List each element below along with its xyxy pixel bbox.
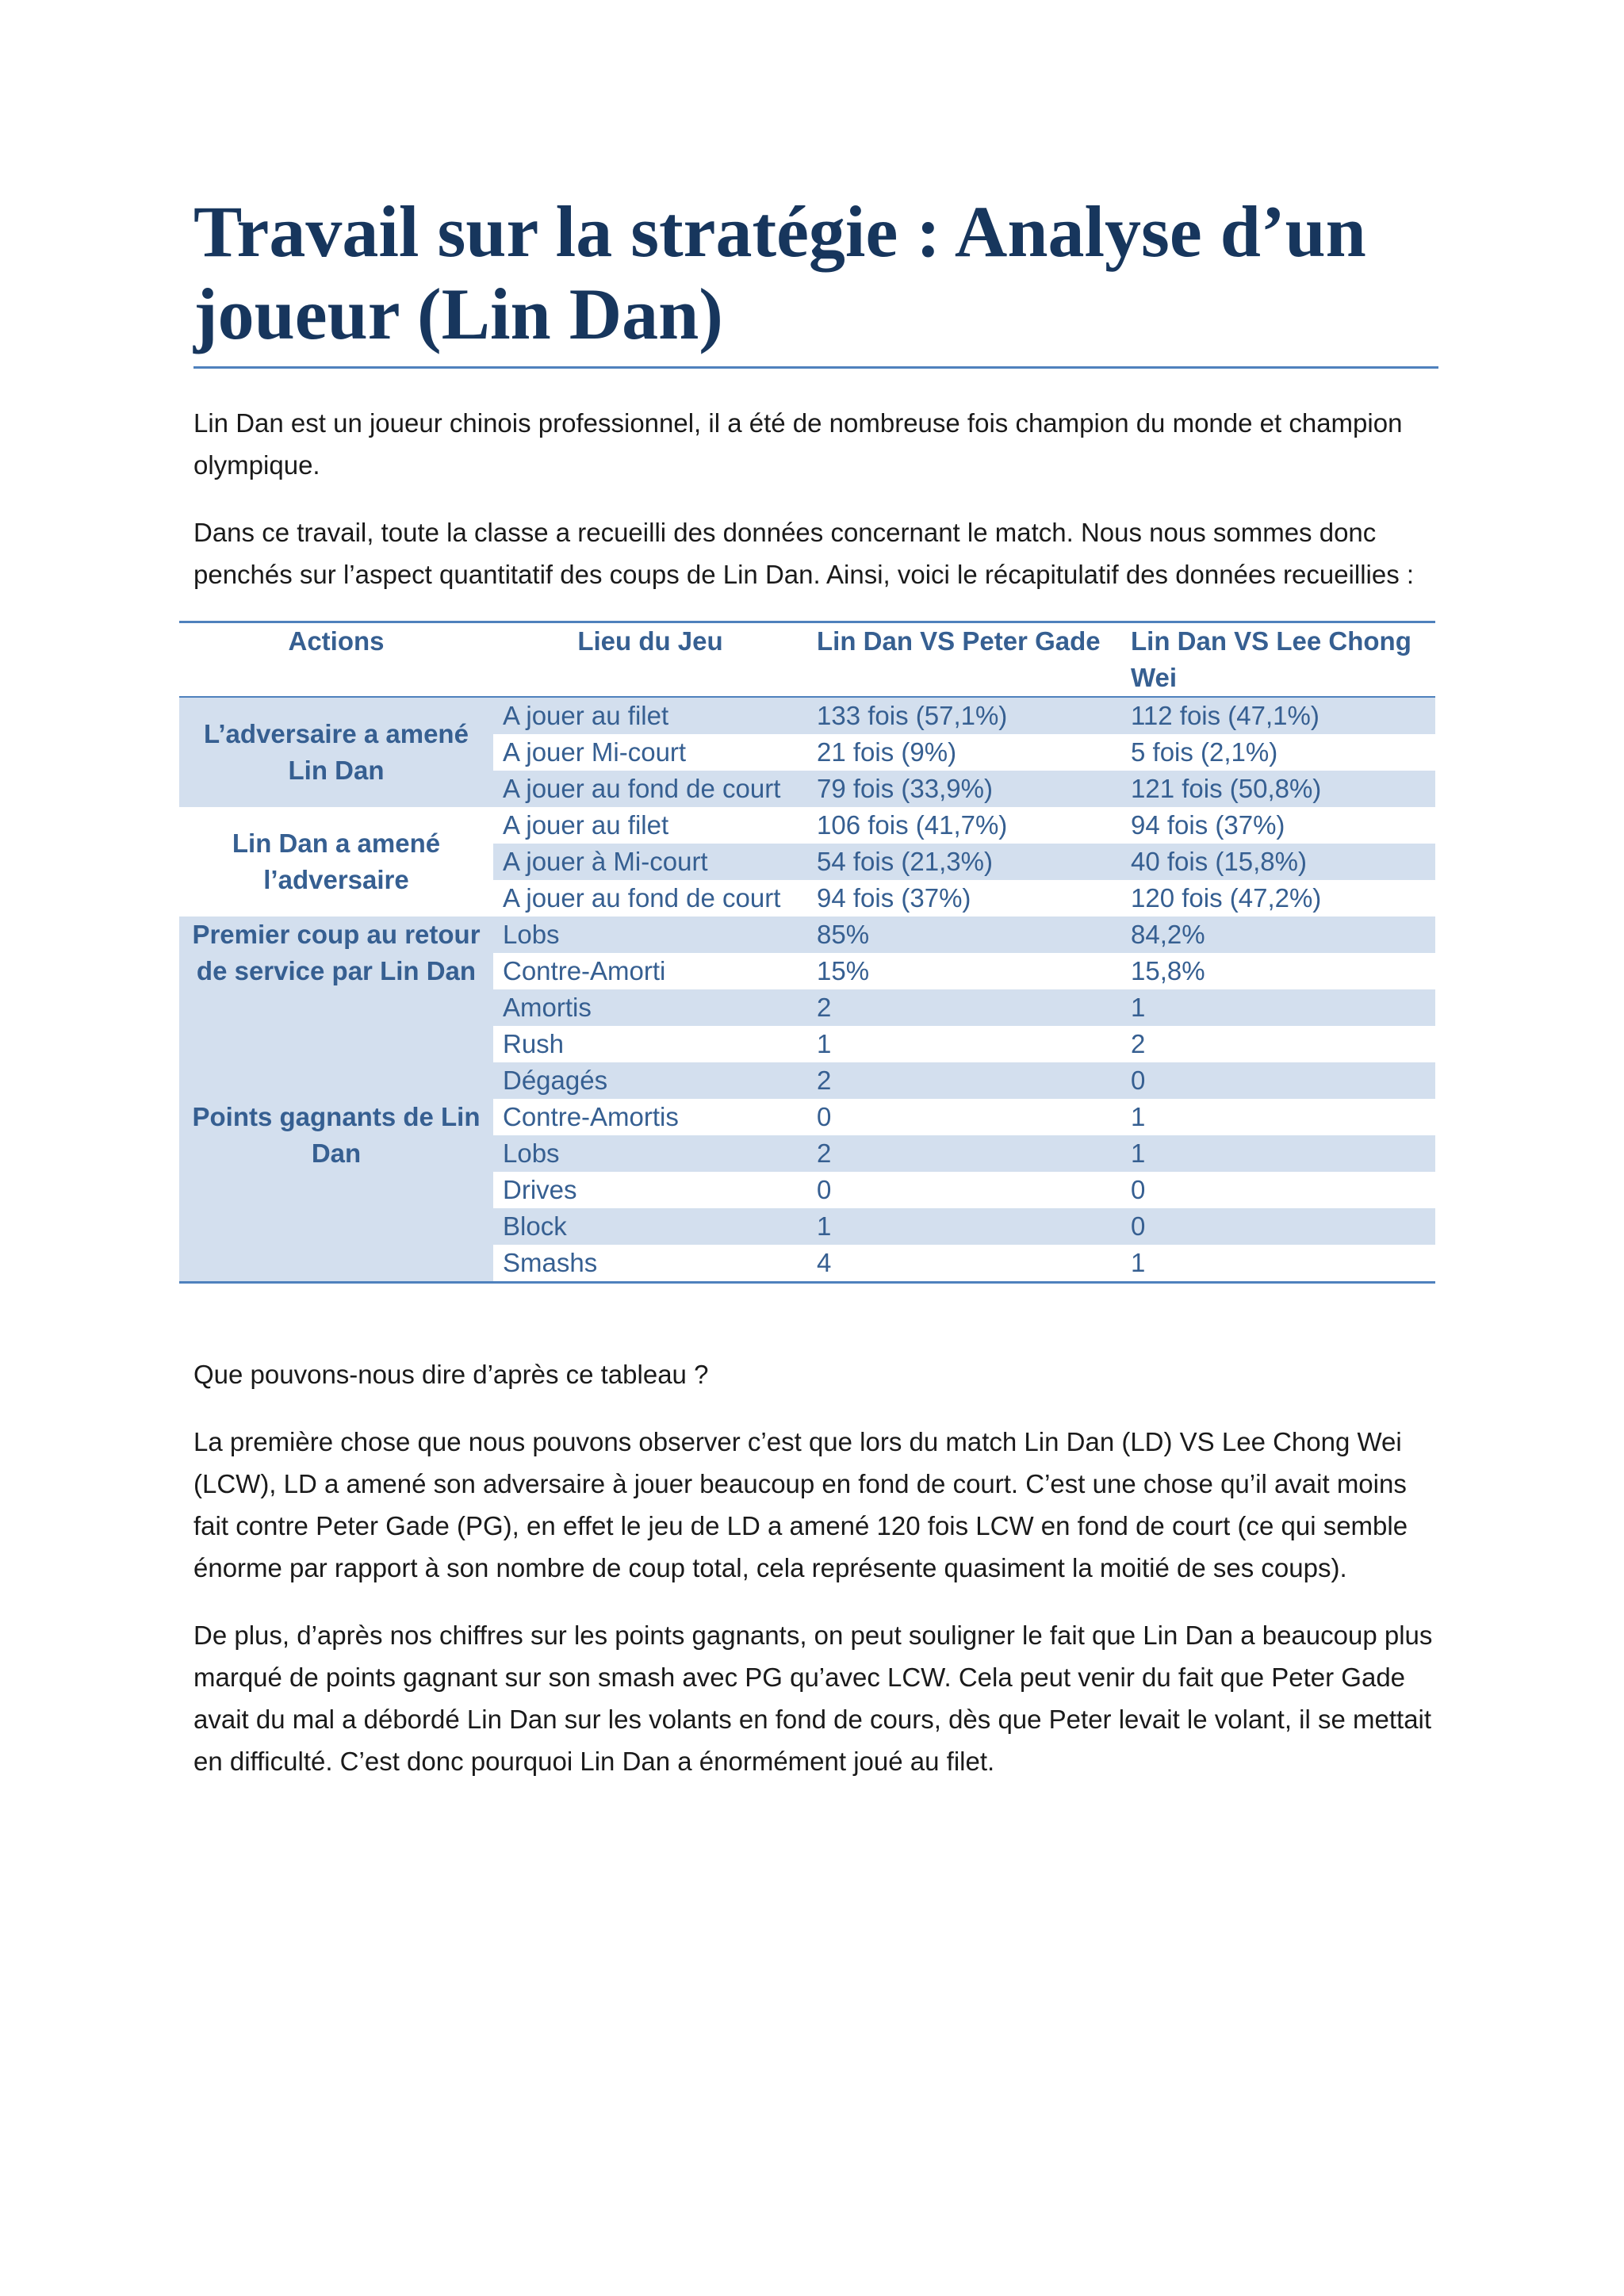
cell-lee-chong-wei: 120 fois (47,2%) (1131, 883, 1322, 913)
cell-lee-chong-wei: 5 fois (2,1%) (1131, 737, 1278, 767)
cell-lee-chong-wei: 121 fois (50,8%) (1121, 771, 1435, 807)
cell-peter-gade: 85% (807, 916, 1121, 953)
document-title: Travail sur la stratégie : Analyse d’un joueur (Lin Dan) (193, 190, 1438, 369)
cell-lieu: A jouer Mi-court (503, 737, 687, 767)
header-lieu: Lieu du Jeu (493, 622, 807, 698)
cell-lieu: Block (493, 1208, 807, 1245)
cell-peter-gade: 54 fois (21,3%) (807, 844, 1121, 880)
cell-lee-chong-wei: 1 (1121, 989, 1435, 1026)
cell-lieu: A jouer au filet (493, 697, 807, 734)
table-row (179, 916, 1435, 953)
header-lee-chong-wei: Lin Dan VS Lee Chong Wei (1121, 622, 1435, 698)
cell-peter-gade: 2 (807, 989, 1121, 1026)
header-actions: Actions (179, 622, 493, 698)
cell-lee-chong-wei: 2 (1131, 1029, 1146, 1058)
cell-lee-chong-wei: 1 (1121, 1135, 1435, 1172)
action-group-label: Points gagnants de Lin Dan (179, 989, 493, 1283)
cell-lieu: Lobs (493, 1135, 807, 1172)
stats-table (179, 621, 1435, 1284)
cell-lee-chong-wei: 0 (1131, 1175, 1146, 1204)
table-row (179, 697, 1435, 734)
cell-lee-chong-wei: 94 fois (37%) (1131, 810, 1285, 840)
cell-lee-chong-wei: 40 fois (15,8%) (1121, 844, 1435, 880)
cell-lee-chong-wei: 1 (1131, 1102, 1146, 1131)
cell-peter-gade: 15% (817, 956, 870, 985)
cell-peter-gade: 4 (817, 1248, 832, 1277)
cell-lieu: Dégagés (493, 1062, 807, 1099)
action-group-label: L’adversaire a amené Lin Dan (179, 697, 493, 807)
cell-peter-gade: 106 fois (41,7%) (817, 810, 1008, 840)
cell-peter-gade: 94 fois (37%) (817, 883, 971, 913)
cell-lieu: A jouer au filet (503, 810, 669, 840)
table-row (179, 807, 1435, 844)
cell-lieu: Drives (503, 1175, 577, 1204)
analysis-question: Que pouvons-nous dire d’après ce tableau ? (193, 1360, 709, 1389)
cell-peter-gade: 0 (817, 1102, 832, 1131)
analysis-paragraph-2: De plus, d’après nos chiffres sur les points gagnants, on peut souligner le fait que Lin Dan a beaucoup plus marqué de points gagnant sur son smash avec PG qu’avec LCW. Cela peut venir du fait que Peter Gade avait du mal a débordé Lin Dan sur les volants en fond de cours, dès que Peter levait le volant, il se mettait en difficulté. C’est donc pourquoi Lin Dan a énormément joué au filet. (193, 1621, 1433, 1776)
cell-lee-chong-wei: 15,8% (1131, 956, 1205, 985)
action-group-label: Premier coup au retour de service par Lin Dan (179, 916, 493, 989)
cell-lieu: A jouer au fond de court (503, 883, 781, 913)
document-page (193, 190, 1438, 1808)
cell-lee-chong-wei: 112 fois (47,1%) (1121, 697, 1435, 734)
cell-peter-gade: 1 (817, 1029, 832, 1058)
cell-lieu: Rush (503, 1029, 565, 1058)
cell-lieu: A jouer à Mi-court (493, 844, 807, 880)
cell-lee-chong-wei: 84,2% (1121, 916, 1435, 953)
cell-peter-gade: 2 (807, 1062, 1121, 1099)
header-peter-gade: Lin Dan VS Peter Gade (807, 622, 1121, 698)
table-header-row (179, 622, 1435, 698)
cell-peter-gade: 0 (817, 1175, 832, 1204)
cell-lieu: A jouer au fond de court (493, 771, 807, 807)
cell-peter-gade: 21 fois (9%) (817, 737, 957, 767)
intro-paragraph-2: Dans ce travail, toute la classe a recueilli des données concernant le match. Nous nous sommes donc penchés sur l’aspect quantitatif des coups de Lin Dan. Ainsi, voici le récapitulatif des données recueillies : (193, 518, 1415, 589)
analysis-paragraph-1: La première chose que nous pouvons observer c’est que lors du match Lin Dan (LD) VS Lee Chong Wei (LCW), LD a amené son adversaire à jouer beaucoup en fond de court. C’est une chose qu’il avait moins fait contre Peter Gade (PG), en effet le jeu de LD a amené 120 fois LCW en fond de court (ce qui semble énorme par rapport à son nombre de coup total, cela représente quasiment la moitié de ses coups). (193, 1427, 1408, 1582)
cell-peter-gade: 133 fois (57,1%) (807, 697, 1121, 734)
cell-lee-chong-wei: 0 (1121, 1208, 1435, 1245)
cell-peter-gade: 1 (807, 1208, 1121, 1245)
cell-lee-chong-wei: 1 (1131, 1248, 1146, 1277)
cell-lieu: Contre-Amortis (503, 1102, 679, 1131)
cell-peter-gade: 2 (807, 1135, 1121, 1172)
cell-lieu: Lobs (493, 916, 807, 953)
cell-peter-gade: 79 fois (33,9%) (807, 771, 1121, 807)
table-body (179, 697, 1435, 1283)
cell-lieu: Amortis (493, 989, 807, 1026)
action-group-label: Lin Dan a amené l’adversaire (232, 828, 441, 894)
intro-paragraph-1: Lin Dan est un joueur chinois professionnel, il a été de nombreuse fois champion du monde et champion olympique. (193, 408, 1403, 480)
cell-lee-chong-wei: 0 (1121, 1062, 1435, 1099)
cell-lieu: Contre-Amorti (503, 956, 666, 985)
table-row (179, 989, 1435, 1026)
cell-lieu: Smashs (503, 1248, 598, 1277)
